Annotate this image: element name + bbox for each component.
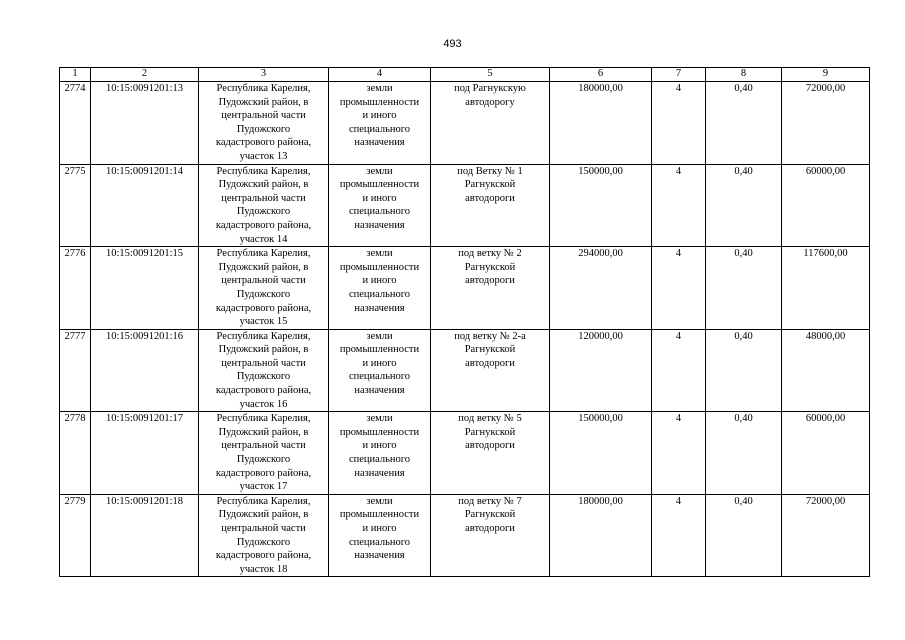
- row-number-cell: 2775: [60, 164, 91, 247]
- cadastral-value-cell: 120000,00: [550, 329, 652, 412]
- permitted-use-cell: под ветку № 7 Рагнукской автодороги: [431, 494, 550, 577]
- rate-cell: 0,40: [706, 412, 782, 495]
- row-number-cell: 2777: [60, 329, 91, 412]
- column-header: 5: [431, 68, 550, 82]
- column-header: 9: [782, 68, 870, 82]
- table-row: [60, 412, 870, 495]
- group-cell: 4: [652, 412, 706, 495]
- cadastral-number-cell: 10:15:0091201:13: [91, 82, 199, 165]
- column-header: 3: [199, 68, 329, 82]
- land-category-cell: земли промышленности и иного специального назначения: [329, 247, 431, 330]
- column-header: 7: [652, 68, 706, 82]
- cadastral-value-cell: 294000,00: [550, 247, 652, 330]
- table-row: [60, 164, 870, 247]
- permitted-use-cell: под Рагнукскую автодорогу: [431, 82, 550, 165]
- land-category-cell: земли промышленности и иного специального назначения: [329, 494, 431, 577]
- permitted-use-cell: под ветку № 2 Рагнукской автодороги: [431, 247, 550, 330]
- table-row: [60, 247, 870, 330]
- rate-cell: 0,40: [706, 494, 782, 577]
- row-number-cell: 2774: [60, 82, 91, 165]
- address-cell: Республика Карелия, Пудожский район, в центральной части Пудожского кадастрового района, участок 16: [199, 329, 329, 412]
- address-cell: Республика Карелия, Пудожский район, в центральной части Пудожского кадастрового района, участок 17: [199, 412, 329, 495]
- total-cell: 60000,00: [782, 412, 870, 495]
- land-category-cell: земли промышленности и иного специального назначения: [329, 329, 431, 412]
- cadastral-value-cell: 150000,00: [550, 412, 652, 495]
- total-cell: 117600,00: [782, 247, 870, 330]
- land-category-cell: земли промышленности и иного специального назначения: [329, 82, 431, 165]
- land-category-cell: земли промышленности и иного специального назначения: [329, 412, 431, 495]
- land-category-cell: земли промышленности и иного специального назначения: [329, 164, 431, 247]
- total-cell: 72000,00: [782, 82, 870, 165]
- address-cell: Республика Карелия, Пудожский район, в центральной части Пудожского кадастрового района, участок 18: [199, 494, 329, 577]
- cadastral-value-cell: 180000,00: [550, 494, 652, 577]
- group-cell: 4: [652, 329, 706, 412]
- rate-cell: 0,40: [706, 82, 782, 165]
- permitted-use-cell: под Ветку № 1 Рагнукской автодороги: [431, 164, 550, 247]
- column-header: 6: [550, 68, 652, 82]
- total-cell: 60000,00: [782, 164, 870, 247]
- cadastral-number-cell: 10:15:0091201:18: [91, 494, 199, 577]
- total-cell: 72000,00: [782, 494, 870, 577]
- group-cell: 4: [652, 164, 706, 247]
- cadastral-number-cell: 10:15:0091201:15: [91, 247, 199, 330]
- row-number-cell: 2776: [60, 247, 91, 330]
- address-cell: Республика Карелия, Пудожский район, в центральной части Пудожского кадастрового района, участок 13: [199, 82, 329, 165]
- table-row: [60, 494, 870, 577]
- permitted-use-cell: под ветку № 2-а Рагнукской автодороги: [431, 329, 550, 412]
- header-row: [60, 68, 870, 82]
- column-header: 1: [60, 68, 91, 82]
- rate-cell: 0,40: [706, 329, 782, 412]
- rate-cell: 0,40: [706, 164, 782, 247]
- table-row: [60, 82, 870, 165]
- group-cell: 4: [652, 247, 706, 330]
- table-row: [60, 329, 870, 412]
- page-number: 493: [443, 38, 462, 50]
- total-cell: 48000,00: [782, 329, 870, 412]
- cadastral-value-cell: 150000,00: [550, 164, 652, 247]
- rate-cell: 0,40: [706, 247, 782, 330]
- group-cell: 4: [652, 494, 706, 577]
- land-registry-table: [59, 67, 870, 577]
- address-cell: Республика Карелия, Пудожский район, в центральной части Пудожского кадастрового района, участок 15: [199, 247, 329, 330]
- permitted-use-cell: под ветку № 5 Рагнукской автодороги: [431, 412, 550, 495]
- row-number-cell: 2779: [60, 494, 91, 577]
- column-header: 4: [329, 68, 431, 82]
- group-cell: 4: [652, 82, 706, 165]
- cadastral-value-cell: 180000,00: [550, 82, 652, 165]
- column-header: 8: [706, 68, 782, 82]
- cadastral-number-cell: 10:15:0091201:14: [91, 164, 199, 247]
- row-number-cell: 2778: [60, 412, 91, 495]
- column-header: 2: [91, 68, 199, 82]
- cadastral-number-cell: 10:15:0091201:16: [91, 329, 199, 412]
- address-cell: Республика Карелия, Пудожский район, в центральной части Пудожского кадастрового района, участок 14: [199, 164, 329, 247]
- cadastral-number-cell: 10:15:0091201:17: [91, 412, 199, 495]
- table-body: [60, 82, 870, 577]
